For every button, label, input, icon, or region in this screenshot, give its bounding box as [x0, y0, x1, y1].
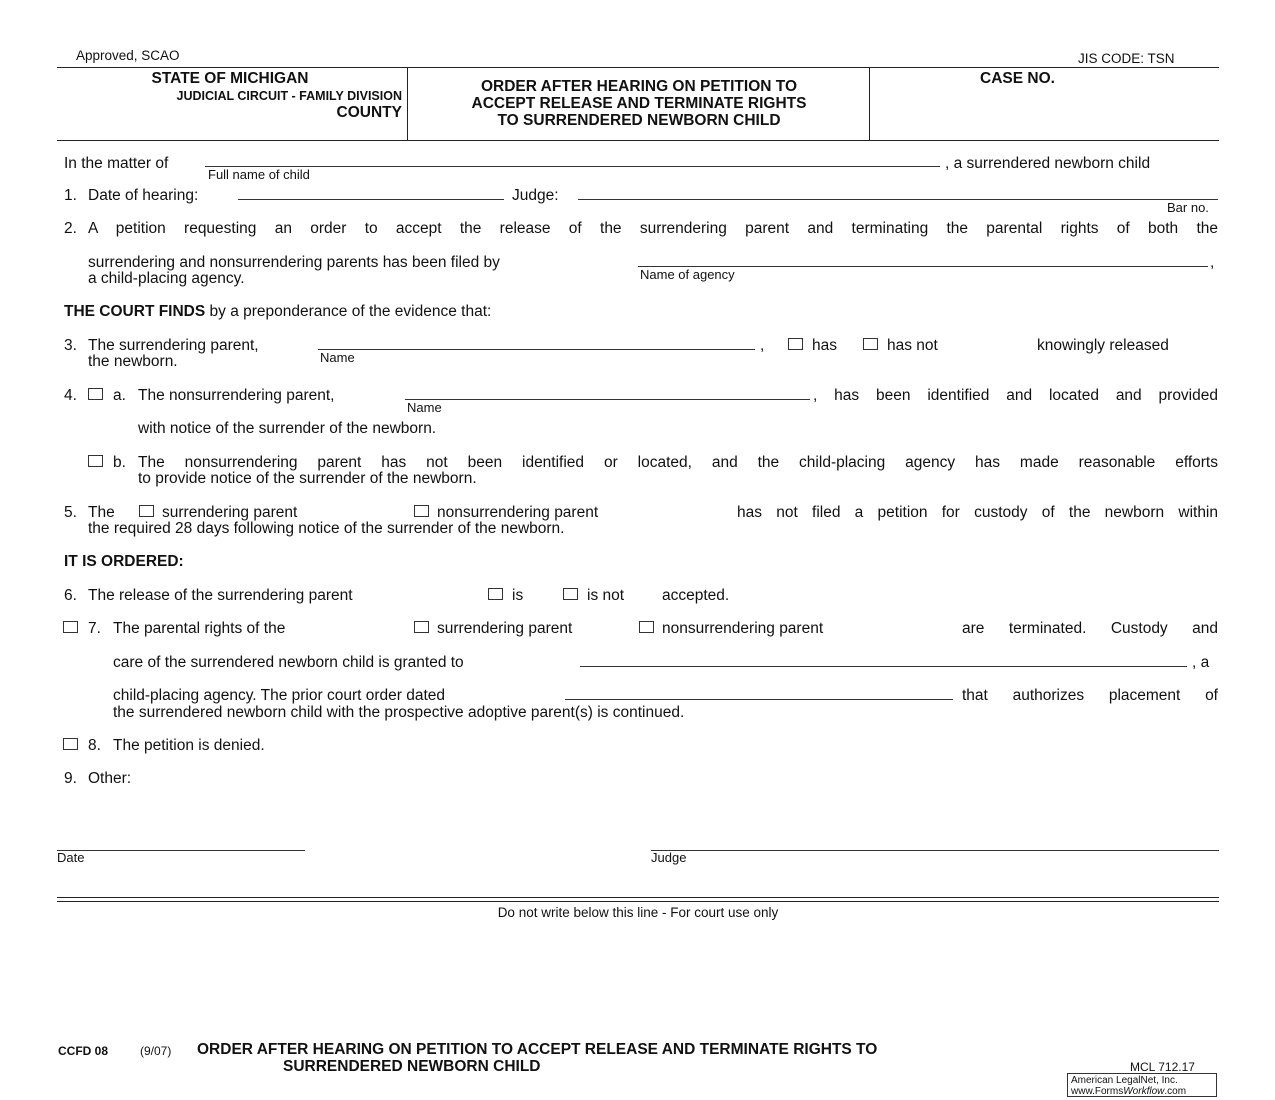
form-title-line1: ORDER AFTER HEARING ON PETITION TO [480, 78, 798, 95]
item8-checkbox[interactable] [63, 738, 78, 750]
form-code: CCFD 08 [58, 1044, 109, 1058]
accepted-label: accepted. [662, 587, 730, 604]
surrendering-parent-name-input[interactable] [318, 349, 755, 350]
is-checkbox[interactable] [488, 588, 503, 600]
court-use-label: Do not write below this line - For court use only [497, 905, 779, 920]
ordered-heading: IT IS ORDERED: [64, 553, 184, 570]
child-name-input[interactable] [205, 166, 940, 167]
item4-name-label: Name [407, 400, 442, 415]
item3-released: knowingly released [1037, 337, 1169, 354]
item5-nonsurrendering-checkbox[interactable] [414, 505, 429, 517]
has-label: has [812, 337, 837, 354]
vendor-line1: American LegalNet, Inc. [1071, 1075, 1178, 1086]
item4b-letter: b. [113, 454, 126, 471]
findings-heading [64, 303, 491, 321]
form-title-line3: TO SURRENDERED NEWBORN CHILD [497, 112, 781, 129]
item5-the: The [88, 504, 115, 521]
case-no-input[interactable] [874, 92, 1214, 136]
circuit-label: JUDICIAL CIRCUIT - FAMILY DIVISION [176, 89, 402, 103]
nonsurrendering-parent-name-input[interactable] [405, 399, 810, 400]
county-label: COUNTY [336, 104, 402, 121]
approved-label: Approved, SCAO [76, 48, 180, 63]
court-use-rule-1 [57, 897, 1219, 898]
item8-text: The petition is denied. [113, 737, 265, 754]
item4a-letter: a. [113, 387, 126, 404]
item2-comma: , [1210, 254, 1215, 271]
item4-number: 4. [64, 387, 77, 404]
header-divider-right [869, 67, 870, 140]
header-top-rule [57, 67, 1219, 68]
child-name-label: Full name of child [208, 167, 310, 182]
item7-surrendering-checkbox[interactable] [414, 621, 429, 633]
item5-surrendering-checkbox[interactable] [139, 505, 154, 517]
item4a-line2: with notice of the surrender of the newborn. [138, 420, 437, 437]
item5-opt1-label: surrendering parent [162, 504, 298, 521]
vendor-badge [1067, 1073, 1217, 1097]
item7-line2: care of the surrendered newborn child is granted to [113, 654, 464, 671]
item5-line2: the required 28 days following notice of the surrender of the newborn. [88, 520, 565, 537]
signature-date-label: Date [57, 850, 85, 865]
item7-checkbox[interactable] [63, 621, 78, 633]
custody-granted-to-input[interactable] [580, 666, 1187, 667]
item2-number: 2. [64, 220, 77, 237]
item7-text: The parental rights of the [113, 620, 286, 637]
agency-name-label: Name of agency [640, 267, 735, 282]
bar-no-label: Bar no. [1167, 200, 1209, 215]
hearing-date-label: Date of hearing: [88, 187, 199, 204]
item5-number: 5. [64, 504, 77, 521]
footer-title-line2: SURRENDERED NEWBORN CHILD [283, 1058, 541, 1075]
item7-opt2-label: nonsurrendering parent [662, 620, 824, 637]
item7-line3: child-placing agency. The prior court order dated [113, 687, 446, 704]
vendor-line2-a: www.Forms [1071, 1086, 1124, 1097]
item2-line1: A petition requesting an order to accept the release of the surrendering parent and terminating the parental rights of both the [88, 220, 1218, 237]
item5-opt2-label: nonsurrendering parent [437, 504, 599, 521]
item4b-line1: The nonsurrendering parent has not been identified or located, and the child-placing agency has made reasonable efforts [138, 454, 1218, 471]
is-label: is [512, 587, 524, 604]
vendor-line2 [1071, 1086, 1213, 1097]
item9-text: Other: [88, 770, 132, 787]
item4b-line2: to provide notice of the surrender of the newborn. [138, 470, 477, 487]
judge-label: Judge: [512, 187, 559, 204]
item1-number: 1. [64, 187, 77, 204]
form-title-line2: ACCEPT RELEASE AND TERMINATE RIGHTS [471, 95, 807, 112]
header-bottom-rule [57, 140, 1219, 141]
item3-name-label: Name [320, 350, 355, 365]
state-name: STATE OF MICHIGAN [151, 70, 309, 87]
item8-number: 8. [88, 737, 101, 754]
item5-rest: has not filed a petition for custody of the newborn within [737, 504, 1218, 521]
item2-line3: a child-placing agency. [88, 270, 245, 287]
case-no-label: CASE NO. [980, 70, 1055, 87]
item3-line2: the newborn. [88, 353, 178, 370]
header-divider-left [407, 67, 408, 140]
judge-input[interactable] [578, 199, 1218, 200]
jis-code: JIS CODE: TSN [1078, 51, 1175, 66]
item4a-checkbox[interactable] [88, 388, 103, 400]
form-title [410, 78, 868, 129]
item7-opt1-label: surrendering parent [437, 620, 573, 637]
has-not-checkbox[interactable] [863, 338, 878, 350]
signature-judge-label: Judge [651, 850, 687, 865]
matter-suffix: , a surrendered newborn child [945, 155, 1151, 172]
item7-nonsurrendering-checkbox[interactable] [639, 621, 654, 633]
item4b-checkbox[interactable] [88, 455, 103, 467]
signature-date-input[interactable] [57, 850, 305, 851]
has-checkbox[interactable] [788, 338, 803, 350]
item7-line3-end: that authorizes placement of [962, 687, 1218, 704]
item7-number: 7. [88, 620, 101, 637]
item6-text: The release of the surrendering parent [88, 587, 353, 604]
item7-rest: are terminated. Custody and [962, 620, 1218, 637]
matter-prefix: In the matter of [64, 155, 169, 172]
vendor-line2-b: Workflow [1123, 1086, 1165, 1097]
item4a-text: The nonsurrendering parent, [138, 387, 335, 404]
findings-rest: by a preponderance of the evidence that: [209, 303, 492, 320]
item4a-suffix: , has been identified and located and provided [813, 387, 1218, 404]
prior-order-date-input[interactable] [565, 699, 953, 700]
form-revision: (9/07) [140, 1044, 172, 1058]
has-not-label: has not [887, 337, 938, 354]
is-not-checkbox[interactable] [563, 588, 578, 600]
mcl-reference: MCL 712.17 [1130, 1060, 1195, 1074]
item2-line2: surrendering and nonsurrendering parents has been filed by [88, 254, 500, 271]
item9-number: 9. [64, 770, 77, 787]
signature-judge-input[interactable] [651, 850, 1219, 851]
item7-line4: the surrendered newborn child with the prospective adoptive parent(s) is continued. [113, 704, 685, 721]
item3-comma: , [760, 337, 765, 354]
item3-number: 3. [64, 337, 77, 354]
footer-title-line1: ORDER AFTER HEARING ON PETITION TO ACCEPT RELEASE AND TERMINATE RIGHTS TO [197, 1041, 878, 1058]
court-use-rule-2 [57, 901, 1219, 902]
item3-text: The surrendering parent, [88, 337, 259, 354]
vendor-line2-c: .com [1164, 1086, 1187, 1097]
findings-bold: THE COURT FINDS [64, 303, 206, 320]
other-input[interactable] [150, 768, 1218, 828]
hearing-date-input[interactable] [238, 199, 504, 200]
is-not-label: is not [587, 587, 625, 604]
item7-line2-end: , a [1192, 654, 1210, 671]
item6-number: 6. [64, 587, 77, 604]
